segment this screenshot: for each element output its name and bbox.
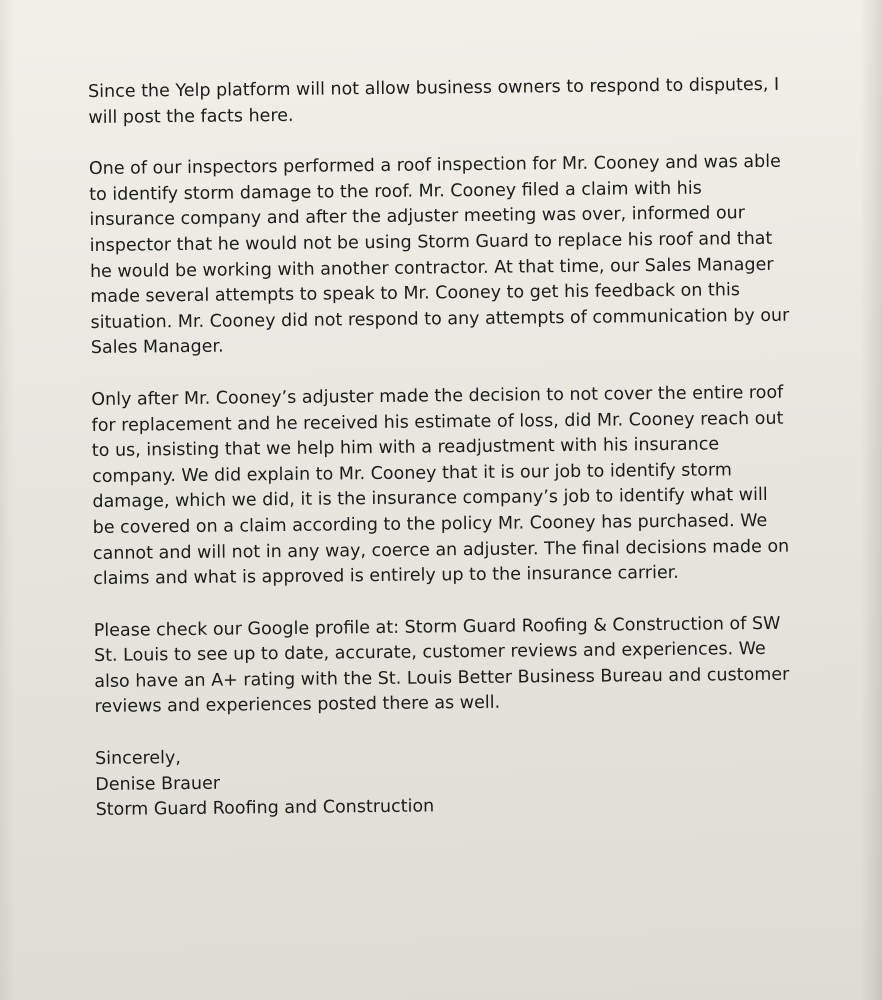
signer-company: Storm Guard Roofing and Construction [95, 796, 435, 821]
paragraph-adjuster: Only after Mr. Cooney’s adjuster made the decision to not cover the entire roof for replacement and he received his estimate of loss, did Mr. Cooney reach out to us, insisting that we help him with a readjustment with his insurance company. We did explain to Mr. Cooney that it is our job to identify storm damage, which we did, it is the insurance company’s job to identify what will be covered on a claim according to the policy Mr. Cooney has purchased. We cannot and will not in any way, coerce an adjuster. The final decisions made on claims and what is approved is entirely up to the insurance carrier. [91, 382, 790, 590]
paper-edge-shadow-left [0, 0, 14, 1000]
paragraph-intro: Since the Yelp platform will not allow business owners to respond to disputes, I will post the facts here. [88, 74, 780, 128]
paper-edge-shadow-right [860, 0, 882, 1000]
letter-closing [95, 740, 796, 824]
signer-name: Denise Brauer [95, 773, 221, 795]
paragraph-inspection: One of our inspectors performed a roof inspection for Mr. Cooney and was able to identify storm damage to the roof. Mr. Cooney filed a claim with his insurance company and after the adjuster meeting was over, informed our inspector that he would not be using Storm Guard to replace his roof and that he would be working with another contractor. At that time, our Sales Manager made several attempts to speak to Mr. Cooney to get his feedback on this situation. Mr. Cooney did not respond to any attempts of communication by our Sales Manager. [88, 151, 790, 359]
closing-salutation: Sincerely, [95, 748, 182, 770]
paragraph-google-profile: Please check our Google profile at: Storm Guard Roofing & Construction of SW St. Louis to see up to date, accurate, customer reviews and experiences. We also have an A+ rating with the St. Louis Better Business Bureau and customer reviews and experiences posted there as well. [93, 613, 790, 718]
letter-body [88, 73, 796, 824]
